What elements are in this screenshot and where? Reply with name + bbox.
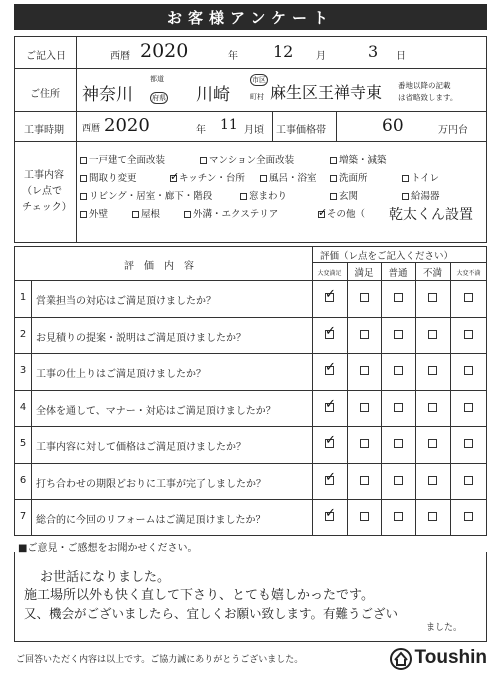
checkbox-icon[interactable] bbox=[330, 193, 337, 200]
rating-checkbox[interactable] bbox=[325, 476, 334, 485]
rating-checkbox[interactable] bbox=[325, 366, 334, 375]
rating-checkbox[interactable] bbox=[428, 476, 437, 485]
rating-checkbox[interactable] bbox=[464, 512, 473, 521]
eval-header: 評価（レ点をご記入ください） bbox=[320, 251, 454, 262]
work-option[interactable] bbox=[200, 152, 294, 166]
address-city-unit-top: 市区 bbox=[252, 76, 266, 84]
rating-checkbox[interactable] bbox=[394, 512, 403, 521]
address-city: 川崎 bbox=[196, 85, 230, 105]
work-option[interactable] bbox=[402, 188, 440, 202]
rating-checkbox[interactable] bbox=[428, 439, 437, 448]
rating-checkbox[interactable] bbox=[360, 330, 369, 339]
question-number: 5 bbox=[19, 438, 27, 449]
rating-checkbox[interactable] bbox=[464, 293, 473, 302]
rating-checkbox[interactable] bbox=[394, 476, 403, 485]
rating-checkbox[interactable] bbox=[428, 330, 437, 339]
checkbox-icon[interactable] bbox=[80, 193, 87, 200]
checkbox-icon[interactable] bbox=[170, 175, 177, 182]
address-note-line2: は省略致します。 bbox=[398, 93, 458, 102]
address-label: ご住所 bbox=[30, 89, 60, 100]
entry-date-year-unit: 年 bbox=[228, 51, 238, 62]
period-year-unit: 年 bbox=[196, 125, 206, 136]
checkbox-icon[interactable] bbox=[80, 175, 87, 182]
work-other-text: 乾太くん設置 bbox=[389, 207, 473, 223]
question-number: 1 bbox=[19, 292, 27, 303]
work-option-label: トイレ bbox=[411, 173, 440, 184]
rating-checkbox[interactable] bbox=[325, 403, 334, 412]
rating-checkbox[interactable] bbox=[360, 476, 369, 485]
entry-date-day-unit: 日 bbox=[396, 51, 406, 62]
house-logo-icon bbox=[389, 646, 413, 670]
work-option[interactable] bbox=[170, 170, 245, 184]
evaluation-table bbox=[14, 246, 487, 536]
entry-date-month-unit: 月 bbox=[316, 51, 326, 62]
eval-column-header: 大変満足 bbox=[317, 270, 342, 277]
question-number: 2 bbox=[19, 328, 27, 340]
address-pref-unit-top: 都道 bbox=[150, 75, 164, 83]
checkbox-icon[interactable] bbox=[318, 211, 325, 218]
work-option[interactable] bbox=[260, 170, 317, 184]
rating-checkbox[interactable] bbox=[464, 476, 473, 485]
rating-checkbox[interactable] bbox=[394, 439, 403, 448]
eval-column-header: 大変不満 bbox=[456, 270, 481, 277]
rating-checkbox[interactable] bbox=[360, 366, 369, 375]
question-text: 総合的に今回のリフォームはご満足頂けましたか？ bbox=[36, 515, 266, 526]
question-text: お見積りの提案・説明はご満足頂けましたか？ bbox=[36, 332, 246, 344]
rating-checkbox[interactable] bbox=[360, 293, 369, 302]
work-option-label: 屋根 bbox=[141, 209, 161, 220]
rating-checkbox[interactable] bbox=[394, 366, 403, 375]
comment-line: 又、機会がございましたら、宜しくお願い致します。有難うござい bbox=[24, 606, 399, 621]
address-prefecture: 神奈川 bbox=[82, 85, 133, 105]
rating-checkbox[interactable] bbox=[428, 512, 437, 521]
rating-checkbox[interactable] bbox=[325, 330, 334, 339]
rating-checkbox[interactable] bbox=[325, 293, 334, 302]
price-value: 60 bbox=[382, 116, 404, 136]
checkbox-icon[interactable] bbox=[240, 193, 247, 200]
comment-line: お世話になりました。 bbox=[40, 570, 171, 585]
rating-checkbox[interactable] bbox=[360, 439, 369, 448]
company-logo bbox=[389, 646, 487, 670]
question-text: 打ち合わせの期限どおりに工事が完了しましたか？ bbox=[36, 478, 266, 490]
work-option-label: 一戸建て全面改装 bbox=[89, 155, 166, 166]
period-month-unit: 月頃 bbox=[244, 125, 264, 136]
work-option[interactable] bbox=[330, 170, 368, 184]
work-option-label: 玄関 bbox=[339, 191, 359, 202]
price-unit: 万円台 bbox=[438, 125, 468, 136]
rating-checkbox[interactable] bbox=[360, 403, 369, 412]
question-text: 営業担当の対応はご満足頂けましたか？ bbox=[36, 296, 216, 307]
work-option[interactable] bbox=[240, 188, 287, 202]
checkbox-icon[interactable] bbox=[330, 175, 337, 182]
work-option[interactable] bbox=[80, 188, 212, 202]
period-label: 工事時期 bbox=[24, 125, 64, 136]
question-number: 7 bbox=[19, 511, 27, 522]
rating-checkbox[interactable] bbox=[464, 330, 473, 339]
work-option-label: 洗面所 bbox=[339, 173, 368, 184]
work-option-label: 間取り変更 bbox=[89, 173, 137, 184]
survey-title: お客様アンケート bbox=[14, 4, 487, 30]
work-option[interactable] bbox=[330, 188, 358, 202]
logo-text: Toushin bbox=[414, 647, 487, 668]
work-option-label: 窓まわり bbox=[249, 191, 288, 202]
eval-column-header: 普通 bbox=[388, 268, 408, 279]
price-label: 工事価格帯 bbox=[276, 125, 326, 136]
checkbox-icon[interactable] bbox=[402, 193, 409, 200]
address-note-line1: 番地以降の記載 bbox=[398, 81, 451, 90]
work-option-label: キッチン・台所 bbox=[179, 173, 245, 184]
entry-date-label: ご記入日 bbox=[26, 51, 66, 62]
rating-checkbox[interactable] bbox=[428, 403, 437, 412]
work-option-label: 風呂・浴室 bbox=[269, 173, 317, 184]
rating-checkbox[interactable] bbox=[394, 403, 403, 412]
work-option[interactable] bbox=[184, 206, 278, 220]
work-option-label: 増築・減築 bbox=[339, 155, 387, 166]
work-option-label: 外壁 bbox=[89, 209, 109, 220]
address-city-unit-bottom: 町村 bbox=[250, 93, 264, 101]
work-option-label: 給湯器 bbox=[411, 191, 440, 202]
work-option[interactable] bbox=[80, 170, 137, 184]
question-text: 工事の仕上りはご満足頂けましたか？ bbox=[36, 369, 206, 380]
work-option[interactable] bbox=[80, 206, 108, 220]
question-number: 3 bbox=[19, 365, 27, 376]
comment-line: 施工場所以外も快く直して下さり、とても嬉しかったです。 bbox=[24, 588, 374, 603]
question-text: 工事内容に対して価格はご満足頂けましたか？ bbox=[36, 442, 246, 453]
period-month: 11 bbox=[220, 117, 238, 133]
rating-checkbox[interactable] bbox=[464, 439, 473, 448]
entry-date-month: 12 bbox=[273, 42, 294, 61]
work-content-label-3: チェック） bbox=[22, 202, 72, 213]
checkbox-icon[interactable] bbox=[330, 157, 337, 164]
work-option-label: 外溝・エクステリア bbox=[193, 209, 279, 220]
rating-checkbox[interactable] bbox=[464, 403, 473, 412]
footer-text: ご回答いただく内容は以上です。ご協力誠にありがとうございました。 bbox=[16, 655, 304, 665]
rating-checkbox[interactable] bbox=[428, 366, 437, 375]
work-option[interactable] bbox=[318, 206, 365, 220]
work-option[interactable] bbox=[330, 152, 387, 166]
work-option-label: マンション全面改装 bbox=[209, 155, 295, 166]
rating-checkbox[interactable] bbox=[464, 366, 473, 375]
question-number: 4 bbox=[19, 401, 27, 413]
entry-date-year: 2020 bbox=[140, 40, 189, 62]
eval-column-header: 満足 bbox=[354, 268, 374, 279]
comment-line: ました。 bbox=[426, 623, 463, 633]
question-number: 6 bbox=[19, 474, 27, 486]
work-option[interactable] bbox=[80, 152, 165, 166]
work-option[interactable] bbox=[132, 206, 160, 220]
work-option-label: その他（ bbox=[327, 209, 366, 220]
rating-checkbox[interactable] bbox=[394, 293, 403, 302]
checkbox-icon[interactable] bbox=[184, 211, 191, 218]
rating-checkbox[interactable] bbox=[394, 330, 403, 339]
entry-date-day: 3 bbox=[368, 42, 379, 61]
question-text: 全体を通して、マナー・対応はご満足頂けましたか？ bbox=[36, 405, 276, 417]
work-content-label-1: 工事内容 bbox=[24, 170, 64, 181]
checkbox-icon[interactable] bbox=[80, 157, 87, 164]
rating-checkbox[interactable] bbox=[428, 293, 437, 302]
address-pref-unit-bottom: 府県 bbox=[152, 94, 166, 102]
checkbox-icon[interactable] bbox=[132, 211, 139, 218]
comments-label: ■ご意見・ご感想をお聞かせください。 bbox=[18, 543, 198, 554]
work-content-label-2: （レ点で bbox=[22, 186, 62, 197]
rating-checkbox[interactable] bbox=[325, 512, 334, 521]
checkbox-icon[interactable] bbox=[402, 175, 409, 182]
eval-content-header: 評 価 内 容 bbox=[124, 261, 194, 272]
rating-checkbox[interactable] bbox=[325, 439, 334, 448]
checkbox-icon[interactable] bbox=[200, 157, 207, 164]
entry-date-era: 西暦 bbox=[110, 51, 130, 62]
period-era: 西暦 bbox=[82, 124, 101, 134]
period-year: 2020 bbox=[104, 115, 150, 136]
address-town: 麻生区王禅寺東 bbox=[270, 83, 383, 102]
work-option[interactable] bbox=[402, 170, 439, 184]
rating-checkbox[interactable] bbox=[360, 512, 369, 521]
checkbox-icon[interactable] bbox=[80, 211, 87, 218]
eval-column-header: 不満 bbox=[422, 268, 442, 279]
checkbox-icon[interactable] bbox=[260, 175, 267, 182]
work-option-label: リビング・居室・廊下・階段 bbox=[89, 191, 213, 202]
